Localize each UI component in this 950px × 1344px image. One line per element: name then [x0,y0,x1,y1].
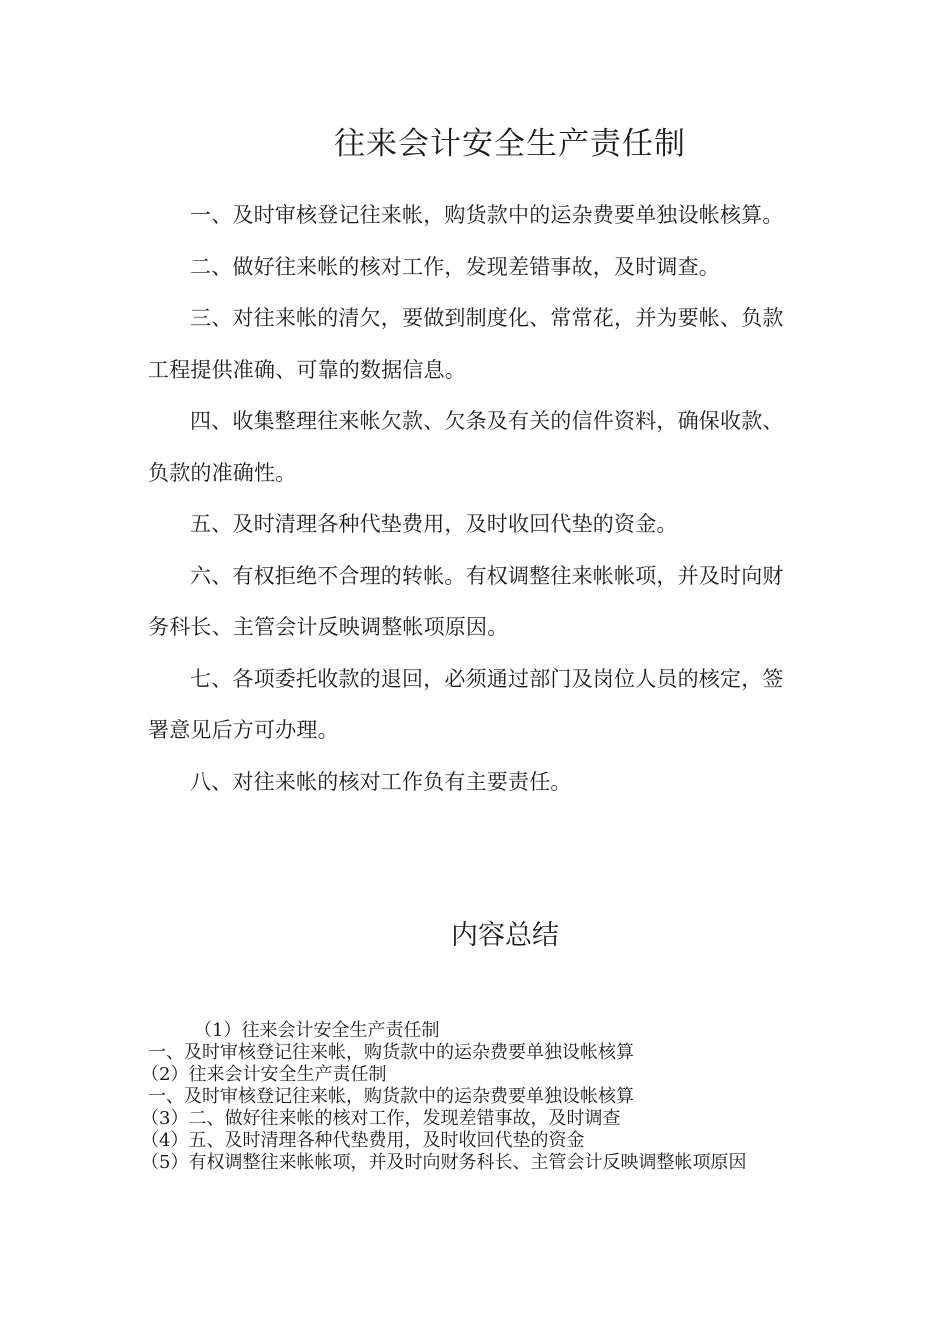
paragraph-4: 四、收集整理往来帐欠款、欠条及有关的信件资料，确保收款、负款的准确性。 [148,409,784,485]
summary-section [141,1020,808,1174]
summary-line-3: （2）往来会计安全生产责任制 [141,1064,387,1085]
paragraph-7: 七、各项委托收款的退回，必须通过部门及岗位人员的核定，签署意见后方可办理。 [148,666,784,742]
summary-title: 内容总结 [451,920,559,951]
document-body [148,190,802,808]
paragraph-8: 八、对往来帐的核对工作负有主要责任。 [190,769,572,794]
paragraph-6: 六、有权拒绝不合理的转帐。有权调整往来帐帐项，并及时向财务科长、主管会计反映调整帐项原因。 [148,563,784,639]
summary-line-4: 一、及时审核登记往来帐，购货款中的运杂费要单独设帐核算 [148,1086,634,1107]
document-title: 往来会计安全生产责任制 [334,126,686,162]
paragraph-5: 五、及时清理各种代垫费用，及时收回代垫的资金。 [190,512,678,536]
summary-line-6: （4）五、及时清理各种代垫费用，及时收回代垫的资金 [141,1130,585,1151]
summary-line-1: （1）往来会计安全生产责任制 [194,1020,440,1041]
summary-line-2: 一、及时审核登记往来帐，购货款中的运杂费要单独设帐核算 [148,1042,634,1063]
paragraph-1: 一、及时审核登记往来帐，购货款中的运杂费要单独设帐核算。 [190,203,784,227]
summary-line-5: （3）二、做好往来帐的核对工作，发现差错事故，及时调查 [141,1108,621,1129]
summary-line-7: （5）有权调整往来帐帐项，并及时向财务科长、主管会计反映调整帐项原因 [141,1152,747,1173]
paragraph-2: 二、做好往来帐的核对工作，发现差错事故，及时调查。 [190,254,720,279]
paragraph-3: 三、对往来帐的清欠，要做到制度化、常常花，并为要帐、负款工程提供准确、可靠的数据信息。 [148,306,784,382]
